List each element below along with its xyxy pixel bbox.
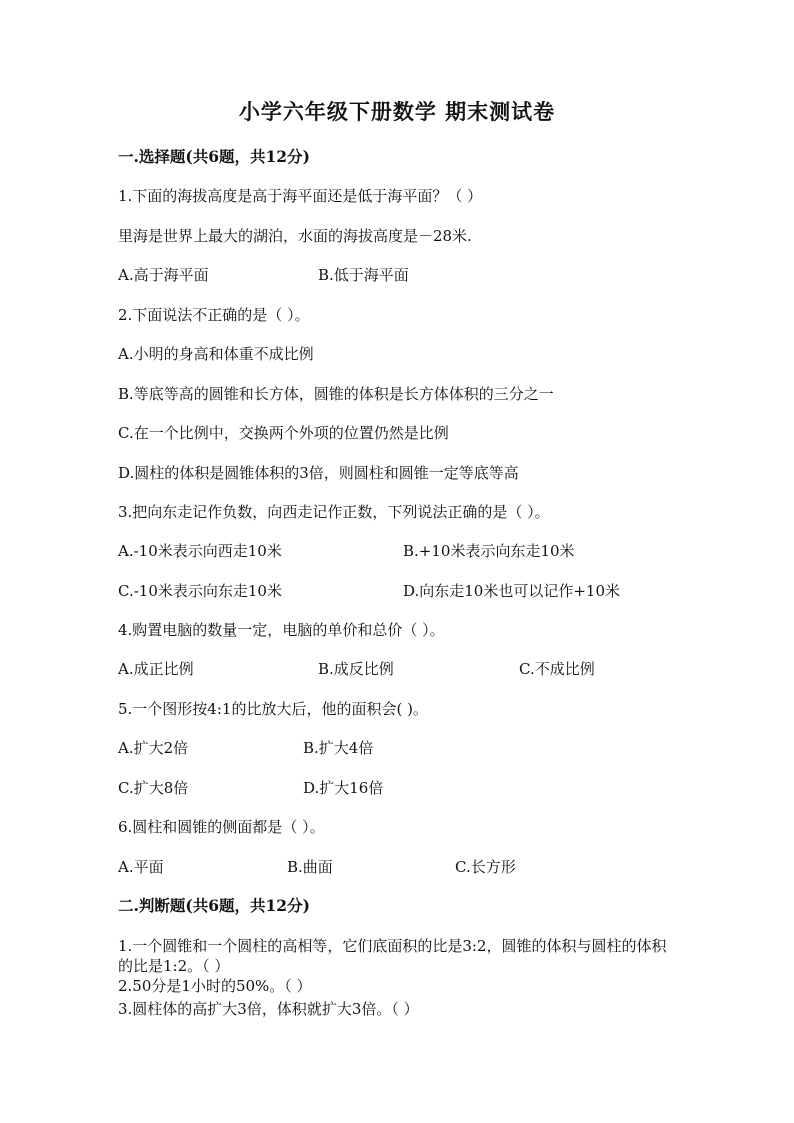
question-3-stem: 3.把向东走记作负数，向西走记作正数，下列说法正确的是（ ）。 — [118, 503, 550, 521]
question-3-option-b: B.+10米表示向东走10米 — [403, 542, 575, 560]
question-5-option-c: C.扩大8倍 — [118, 779, 189, 797]
question-5-option-d: D.扩大16倍 — [303, 779, 384, 797]
question-3-option-a: A.-10米表示向西走10米 — [118, 542, 282, 560]
page-title: 小学六年级下册数学 期末测试卷 — [238, 99, 556, 124]
question-6-option-c: C.长方形 — [455, 858, 516, 876]
question-1-option-a: A.高于海平面 — [118, 266, 209, 284]
section-heading-judgement: 二.判断题(共6题，共12分) — [118, 896, 310, 915]
question-1-option-b: B.低于海平面 — [318, 266, 409, 284]
question-5-option-a: A.扩大2倍 — [118, 739, 189, 757]
question-6-option-b: B.曲面 — [287, 858, 333, 876]
question-4-option-a: A.成正比例 — [118, 660, 194, 678]
question-3-option-d: D.向东走10米也可以记作+10米 — [403, 582, 621, 600]
question-5-stem: 5.一个图形按4:1的比放大后，他的面积会( )。 — [118, 700, 428, 718]
judgement-item-1: 1.一个圆锥和一个圆柱的高相等，它们底面积的比是3:2，圆锥的体积与圆柱的体积的比是1:2。（ ） — [118, 937, 667, 975]
question-2-option-d: D.圆柱的体积是圆锥体积的3倍，则圆柱和圆锥一定等底等高 — [118, 464, 519, 482]
question-2-option-a: A.小明的身高和体重不成比例 — [118, 345, 314, 363]
question-5-option-b: B.扩大4倍 — [303, 739, 374, 757]
section-heading-choice: 一.选择题(共6题，共12分) — [118, 147, 310, 166]
question-6-option-a: A.平面 — [118, 858, 164, 876]
question-2-stem: 2.下面说法不正确的是（ ）。 — [118, 306, 310, 324]
question-4-option-b: B.成反比例 — [318, 660, 394, 678]
question-6-stem: 6.圆柱和圆锥的侧面都是（ ）。 — [118, 818, 325, 836]
question-2-option-c: C.在一个比例中，交换两个外项的位置仍然是比例 — [118, 424, 449, 442]
question-3-option-c: C.-10米表示向东走10米 — [118, 582, 282, 600]
judgement-item-2: 2.50分是1小时的50%。（ ） — [118, 977, 312, 995]
question-1-stem: 1.下面的海拔高度是高于海平面还是低于海平面？（ ） — [118, 187, 483, 205]
judgement-item-3: 3.圆柱体的高扩大3倍，体积就扩大3倍。（ ） — [118, 1000, 419, 1018]
question-4-option-c: C.不成比例 — [519, 660, 595, 678]
question-4-stem: 4.购置电脑的数量一定，电脑的单价和总价（ ）。 — [118, 621, 445, 639]
question-2-option-b: B.等底等高的圆锥和长方体，圆锥的体积是长方体体积的三分之一 — [118, 385, 554, 403]
question-1-context: 里海是世界上最大的湖泊，水面的海拔高度是－28米. — [118, 227, 472, 245]
